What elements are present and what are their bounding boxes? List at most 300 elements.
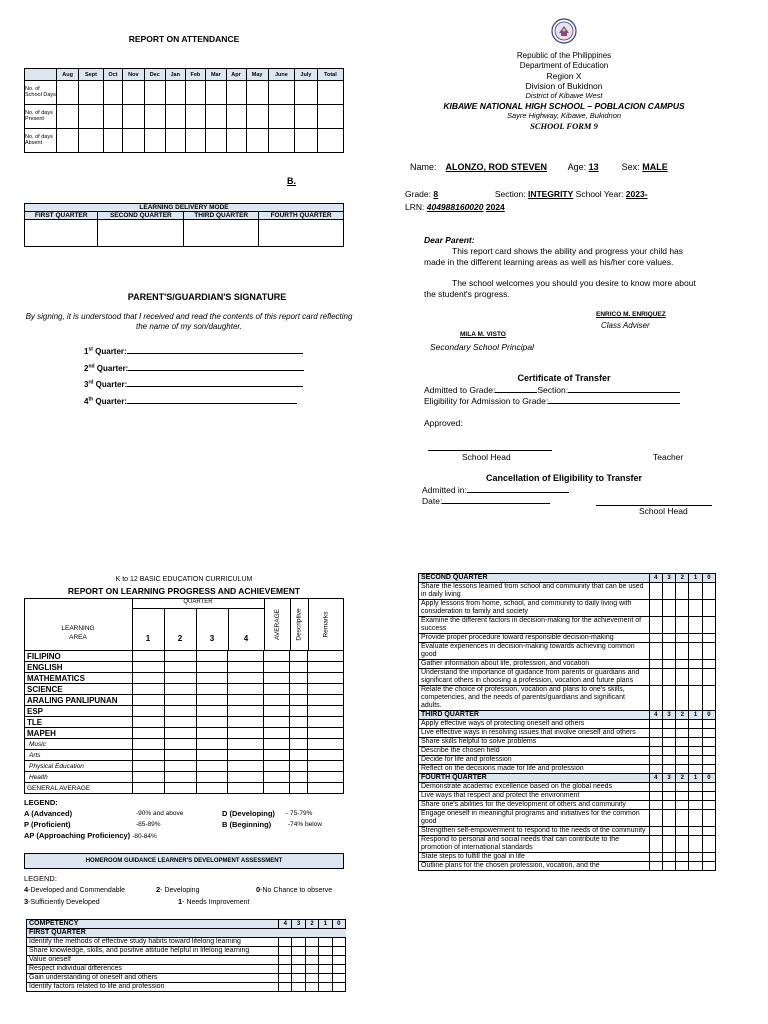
competency-rating-cell[interactable] [676, 643, 689, 660]
competency-rating-cell[interactable] [305, 965, 318, 974]
school-header [404, 51, 724, 131]
grade-cell[interactable] [228, 750, 264, 761]
attendance-cell[interactable] [185, 81, 205, 105]
competency-rating-cell[interactable] [649, 583, 662, 600]
competency-rating-cell[interactable] [702, 756, 715, 765]
competency-rating-cell[interactable] [662, 643, 675, 660]
grade-cell[interactable] [228, 772, 264, 783]
competency-rating-cell[interactable] [676, 729, 689, 738]
attendance-cell[interactable] [103, 105, 122, 129]
competency-rating-cell[interactable] [676, 686, 689, 711]
attendance-cell[interactable] [144, 129, 165, 153]
competency-rating-cell[interactable] [676, 862, 689, 871]
attendance-cell[interactable] [165, 105, 185, 129]
competency-text: Engage oneself in meaningful programs and initiatives for the common good [419, 810, 650, 827]
grade-cell[interactable] [164, 662, 196, 673]
grade-cell[interactable] [308, 717, 344, 728]
competency-rating-cell[interactable] [649, 801, 662, 810]
competency-rating-cell[interactable] [689, 810, 702, 827]
grade-cell[interactable] [132, 684, 164, 695]
learning-delivery-cell[interactable] [184, 220, 259, 247]
grade-cell[interactable] [196, 695, 228, 706]
grade-cell[interactable] [132, 783, 164, 794]
signature-line[interactable] [127, 379, 303, 387]
grade-cell[interactable] [264, 750, 290, 761]
competency-rating-cell[interactable] [676, 765, 689, 774]
grade-cell[interactable] [132, 662, 164, 673]
grade-cell[interactable] [264, 772, 290, 783]
grade-cell[interactable] [290, 728, 308, 739]
competency-rating-cell[interactable] [649, 783, 662, 792]
attendance-cell[interactable] [206, 129, 226, 153]
competency-rating-cell[interactable] [689, 801, 702, 810]
competency-rating-cell[interactable] [702, 634, 715, 643]
competency-rating-cell[interactable] [662, 792, 675, 801]
grade-cell[interactable] [264, 728, 290, 739]
attendance-cell[interactable] [206, 81, 226, 105]
attendance-cell[interactable] [79, 105, 104, 129]
grade-cell[interactable] [132, 772, 164, 783]
grade-cell[interactable] [132, 706, 164, 717]
grade-cell[interactable] [132, 651, 164, 662]
competency-rating-cell[interactable] [662, 862, 675, 871]
competency-rating-cell[interactable] [676, 720, 689, 729]
legend-ap-label: AP (Approaching Proficiency) [24, 831, 131, 840]
competency-rating-cell[interactable] [332, 938, 345, 947]
grade-cell[interactable] [290, 783, 308, 794]
attendance-cell[interactable] [144, 81, 165, 105]
competency-rating-cell[interactable] [649, 827, 662, 836]
competency-rating-cell[interactable] [662, 747, 675, 756]
competency-rating-cell[interactable] [279, 956, 292, 965]
competency-rating-cell[interactable] [689, 583, 702, 600]
attendance-cell[interactable] [268, 81, 294, 105]
competency-rating-cell[interactable] [649, 738, 662, 747]
grade-cell[interactable] [196, 717, 228, 728]
grade-cell[interactable] [228, 783, 264, 794]
competency-rating-cell[interactable] [702, 853, 715, 862]
attendance-cell[interactable] [144, 105, 165, 129]
competency-rating-cell[interactable] [292, 983, 305, 992]
competency-rating-cell[interactable] [702, 643, 715, 660]
competency-rating-cell[interactable] [689, 747, 702, 756]
transfer-teacher: Teacher [653, 452, 684, 462]
grade-cell[interactable] [308, 761, 344, 772]
competency-rating-cell[interactable] [702, 669, 715, 686]
competency-rating-cell[interactable] [649, 810, 662, 827]
grade-cell[interactable] [132, 739, 164, 750]
competency-rating-cell[interactable] [292, 956, 305, 965]
grade-cell[interactable] [196, 651, 228, 662]
competency-rating-cell[interactable] [305, 938, 318, 947]
competency-rating-cell[interactable] [662, 836, 675, 853]
competency-rating-cell[interactable] [649, 756, 662, 765]
learning-area-label [24, 624, 132, 642]
competency-rating-cell[interactable] [676, 810, 689, 827]
attendance-cell[interactable] [57, 81, 79, 105]
competency-rating-cell[interactable] [649, 617, 662, 634]
learning-delivery-cell[interactable] [259, 220, 344, 247]
grade-cell[interactable] [132, 717, 164, 728]
grade-cell[interactable] [290, 684, 308, 695]
attendance-cell[interactable] [268, 129, 294, 153]
learning-delivery-cell[interactable] [98, 220, 184, 247]
competency-text: Identify the methods of effective study habits toward lifelong learning [27, 938, 279, 947]
mapeh-component: Physical Education [25, 761, 133, 772]
competency-rating-cell[interactable] [649, 686, 662, 711]
attendance-cell[interactable] [57, 129, 79, 153]
attendance-cell[interactable] [317, 129, 343, 153]
learning-delivery-cell[interactable] [25, 220, 98, 247]
grade-cell[interactable] [164, 750, 196, 761]
attendance-cell[interactable] [123, 105, 145, 129]
fourth-quarter-header [419, 774, 716, 783]
grade-cell[interactable] [290, 761, 308, 772]
grade-cell[interactable] [264, 662, 290, 673]
grade-cell[interactable] [196, 728, 228, 739]
competency-rating-cell[interactable] [676, 738, 689, 747]
grade-cell[interactable] [196, 706, 228, 717]
grade-cell[interactable] [196, 739, 228, 750]
competency-rating-cell[interactable] [279, 938, 292, 947]
competency-rating-cell[interactable] [649, 836, 662, 853]
attendance-cell[interactable] [103, 129, 122, 153]
attendance-cell[interactable] [295, 81, 318, 105]
competency-rating-cell[interactable] [649, 720, 662, 729]
grade-cell[interactable] [308, 684, 344, 695]
competency-rating-cell[interactable] [279, 965, 292, 974]
attendance-cell[interactable] [268, 105, 294, 129]
competency-rating-cell[interactable] [649, 862, 662, 871]
grade-cell[interactable] [164, 695, 196, 706]
competency-rating-cell[interactable] [689, 686, 702, 711]
competency-rating-cell[interactable] [292, 947, 305, 956]
competency-rating-cell[interactable] [319, 947, 332, 956]
competency-rating-cell[interactable] [649, 660, 662, 669]
grade-cell[interactable] [196, 684, 228, 695]
competency-rating-cell[interactable] [662, 853, 675, 862]
competency-rating-cell[interactable] [662, 720, 675, 729]
grade-cell[interactable] [132, 761, 164, 772]
competency-rating-cell[interactable] [649, 747, 662, 756]
grade-cell[interactable] [290, 695, 308, 706]
competency-rating-cell[interactable] [292, 974, 305, 983]
competency-rating-cell[interactable] [279, 947, 292, 956]
grade-cell[interactable] [196, 750, 228, 761]
grade-cell[interactable] [264, 695, 290, 706]
competency-rating-cell[interactable] [662, 765, 675, 774]
competency-rating-cell[interactable] [279, 974, 292, 983]
attendance-cell[interactable] [246, 105, 268, 129]
grade-cell[interactable] [132, 728, 164, 739]
grade-cell[interactable] [164, 673, 196, 684]
grade-cell[interactable] [132, 695, 164, 706]
grade-row [25, 695, 344, 706]
competency-rating-cell[interactable] [676, 827, 689, 836]
learning-delivery-quarter-1: SECOND QUARTER [98, 212, 184, 220]
attendance-cell[interactable] [246, 129, 268, 153]
competency-rating-cell[interactable] [319, 974, 332, 983]
competency-rating-cell[interactable] [662, 810, 675, 827]
grade-cell[interactable] [228, 684, 264, 695]
grade-cell[interactable] [290, 750, 308, 761]
competency-rating-cell[interactable] [305, 983, 318, 992]
grade-cell[interactable] [308, 706, 344, 717]
grade-cell[interactable] [196, 662, 228, 673]
competency-rating-cell[interactable] [279, 983, 292, 992]
grade-cell[interactable] [228, 728, 264, 739]
grade-cell[interactable] [264, 717, 290, 728]
competency-rating-cell[interactable] [702, 801, 715, 810]
attendance-cell[interactable] [79, 129, 104, 153]
scale-4: 4 [649, 574, 662, 583]
attendance-cell[interactable] [103, 81, 122, 105]
grade-cell[interactable] [164, 772, 196, 783]
competency-rating-cell[interactable] [649, 634, 662, 643]
competency-rating-cell[interactable] [702, 862, 715, 871]
competency-rating-cell[interactable] [649, 765, 662, 774]
competency-rating-cell[interactable] [702, 738, 715, 747]
competency-rating-cell[interactable] [319, 938, 332, 947]
homeroom-legend [24, 874, 364, 906]
competency-rating-cell[interactable] [702, 600, 715, 617]
grade-cell[interactable] [196, 783, 228, 794]
grade-cell[interactable] [164, 728, 196, 739]
competency-rating-cell[interactable] [305, 956, 318, 965]
competency-rating-cell[interactable] [676, 747, 689, 756]
competency-rating-cell[interactable] [676, 792, 689, 801]
competency-rating-cell[interactable] [662, 801, 675, 810]
competency-rating-cell[interactable] [662, 738, 675, 747]
grade-row [25, 673, 344, 684]
grade-cell[interactable] [196, 673, 228, 684]
grade-cell[interactable] [196, 772, 228, 783]
grade-cell[interactable] [264, 706, 290, 717]
attendance-cell[interactable] [185, 129, 205, 153]
scale-3: 3 [662, 574, 675, 583]
grade-cell[interactable] [308, 783, 344, 794]
grade-cell[interactable] [290, 651, 308, 662]
third-quarter-header-label: THIRD QUARTER [419, 711, 650, 720]
competency-rating-cell[interactable] [689, 720, 702, 729]
grade-cell[interactable] [164, 684, 196, 695]
grade-cell[interactable] [264, 684, 290, 695]
competency-rating-cell[interactable] [702, 617, 715, 634]
competency-rating-cell[interactable] [676, 783, 689, 792]
attendance-cell[interactable] [185, 105, 205, 129]
competency-rating-cell[interactable] [662, 634, 675, 643]
grade-cell[interactable] [264, 739, 290, 750]
competency-rating-cell[interactable] [332, 983, 345, 992]
competency-rating-cell[interactable] [689, 660, 702, 669]
attendance-cell[interactable] [79, 81, 104, 105]
competency-rating-cell[interactable] [305, 947, 318, 956]
competency-rating-cell[interactable] [676, 617, 689, 634]
grade-cell[interactable] [264, 761, 290, 772]
competency-rating-cell[interactable] [662, 617, 675, 634]
grade-cell[interactable] [132, 673, 164, 684]
transfer-admitted-row [424, 385, 680, 395]
competency-rating-cell[interactable] [662, 583, 675, 600]
attendance-cell[interactable] [246, 81, 268, 105]
competency-rating-cell[interactable] [332, 947, 345, 956]
competency-rating-cell[interactable] [702, 792, 715, 801]
competency-rating-cell[interactable] [702, 660, 715, 669]
attendance-cell[interactable] [226, 81, 246, 105]
grade-cell[interactable] [228, 706, 264, 717]
competency-rating-cell[interactable] [676, 853, 689, 862]
grade-cell[interactable] [228, 739, 264, 750]
competency-rating-cell[interactable] [676, 583, 689, 600]
competency-rating-cell[interactable] [689, 729, 702, 738]
competency-rating-cell[interactable] [689, 738, 702, 747]
attendance-cell[interactable] [295, 129, 318, 153]
grade-cell[interactable] [228, 651, 264, 662]
competency-rating-cell[interactable] [689, 600, 702, 617]
competency-rating-cell[interactable] [676, 669, 689, 686]
grade-cell[interactable] [290, 772, 308, 783]
competency-rating-cell[interactable] [662, 600, 675, 617]
attendance-cell[interactable] [226, 129, 246, 153]
competency-rating-cell[interactable] [662, 686, 675, 711]
grade-cell[interactable] [228, 673, 264, 684]
grade-cell[interactable] [228, 761, 264, 772]
competency-rating-cell[interactable] [676, 836, 689, 853]
attendance-cell[interactable] [317, 81, 343, 105]
grade-cell[interactable] [290, 673, 308, 684]
grade-cell[interactable] [164, 783, 196, 794]
signature-line[interactable] [127, 396, 297, 404]
attendance-cell[interactable] [206, 105, 226, 129]
grade-cell[interactable] [164, 717, 196, 728]
grade-cell[interactable] [308, 772, 344, 783]
competency-rating-cell[interactable] [689, 617, 702, 634]
competency-rating-cell[interactable] [649, 729, 662, 738]
grade-cell[interactable] [290, 706, 308, 717]
grade-cell[interactable] [308, 673, 344, 684]
signature-line[interactable] [128, 363, 304, 371]
attendance-cell[interactable] [317, 105, 343, 129]
student-grade: 8 [433, 189, 439, 199]
attendance-cell[interactable] [123, 81, 145, 105]
competency-rating-cell[interactable] [292, 965, 305, 974]
competency-rating-cell[interactable] [676, 801, 689, 810]
attendance-cell[interactable] [295, 105, 318, 129]
competency-rating-cell[interactable] [689, 756, 702, 765]
competency-rating-cell[interactable] [649, 792, 662, 801]
competency-rating-cell[interactable] [702, 729, 715, 738]
competency-rating-cell[interactable] [702, 783, 715, 792]
grade-cell[interactable] [164, 739, 196, 750]
grade-cell[interactable] [228, 695, 264, 706]
attendance-cell[interactable] [226, 105, 246, 129]
grade-cell[interactable] [264, 673, 290, 684]
grade-cell[interactable] [228, 662, 264, 673]
competency-rating-cell[interactable] [332, 965, 345, 974]
competency-rating-cell[interactable] [305, 974, 318, 983]
grade-cell[interactable] [164, 706, 196, 717]
competency-rating-cell[interactable] [676, 634, 689, 643]
competency-rating-cell[interactable] [702, 765, 715, 774]
competency-rating-cell[interactable] [689, 836, 702, 853]
grade-cell[interactable] [290, 739, 308, 750]
competency-rating-cell[interactable] [702, 836, 715, 853]
competency-rating-cell[interactable] [662, 729, 675, 738]
competency-rating-cell[interactable] [689, 765, 702, 774]
competency-rating-cell[interactable] [689, 862, 702, 871]
competency-rating-cell[interactable] [319, 965, 332, 974]
competency-rating-cell[interactable] [662, 756, 675, 765]
grade-cell[interactable] [308, 728, 344, 739]
competency-rating-cell[interactable] [676, 600, 689, 617]
competency-rating-cell[interactable] [319, 983, 332, 992]
report-card-title: REPORT ON LEARNING PROGRESS AND ACHIEVEMENT [67, 586, 301, 596]
competency-rating-cell[interactable] [689, 783, 702, 792]
competency-rating-cell[interactable] [649, 600, 662, 617]
competency-rating-cell[interactable] [332, 974, 345, 983]
competency-rating-cell[interactable] [702, 720, 715, 729]
competency-rating-cell[interactable] [702, 747, 715, 756]
grade-cell[interactable] [228, 717, 264, 728]
grade-cell[interactable] [132, 750, 164, 761]
grade-cell[interactable] [308, 750, 344, 761]
hr-legend-1-text: - Needs Improvement [182, 899, 250, 906]
competency-rating-cell[interactable] [689, 853, 702, 862]
grade-row [25, 739, 344, 750]
signature-quarter-row [84, 379, 324, 396]
attendance-cell[interactable] [165, 129, 185, 153]
competency-rating-cell[interactable] [662, 827, 675, 836]
competency-rating-cell[interactable] [689, 792, 702, 801]
grade-cell[interactable] [290, 662, 308, 673]
competency-rating-cell[interactable] [689, 643, 702, 660]
grade-cell[interactable] [164, 761, 196, 772]
competency-rating-cell[interactable] [662, 669, 675, 686]
grade-cell[interactable] [164, 651, 196, 662]
grade-cell[interactable] [308, 695, 344, 706]
attendance-cell[interactable] [165, 81, 185, 105]
competency-rating-cell[interactable] [319, 956, 332, 965]
competency-rating-cell[interactable] [649, 853, 662, 862]
grade-cell[interactable] [308, 662, 344, 673]
grade-cell[interactable] [308, 739, 344, 750]
competency-rating-cell[interactable] [649, 643, 662, 660]
grade-cell[interactable] [308, 651, 344, 662]
signature-quarter-row [84, 363, 324, 380]
competency-rating-cell[interactable] [702, 686, 715, 711]
competency-rating-cell[interactable] [702, 827, 715, 836]
competency-rating-cell[interactable] [702, 583, 715, 600]
competency-rating-cell[interactable] [689, 669, 702, 686]
competency-rating-cell[interactable] [292, 938, 305, 947]
grade-cell[interactable] [290, 717, 308, 728]
competency-rating-cell[interactable] [689, 827, 702, 836]
attendance-cell[interactable] [57, 105, 79, 129]
grade-cell[interactable] [264, 783, 290, 794]
competency-rating-cell[interactable] [662, 660, 675, 669]
signature-line[interactable] [127, 346, 303, 354]
competency-rating-cell[interactable] [649, 669, 662, 686]
competency-rating-cell[interactable] [676, 756, 689, 765]
competency-rating-cell[interactable] [689, 634, 702, 643]
grade-cell[interactable] [264, 651, 290, 662]
competency-rating-cell[interactable] [332, 956, 345, 965]
competency-rating-cell[interactable] [662, 783, 675, 792]
grade-cell[interactable] [196, 761, 228, 772]
competency-rating-cell[interactable] [676, 660, 689, 669]
attendance-cell[interactable] [123, 129, 145, 153]
competency-rating-cell[interactable] [702, 810, 715, 827]
